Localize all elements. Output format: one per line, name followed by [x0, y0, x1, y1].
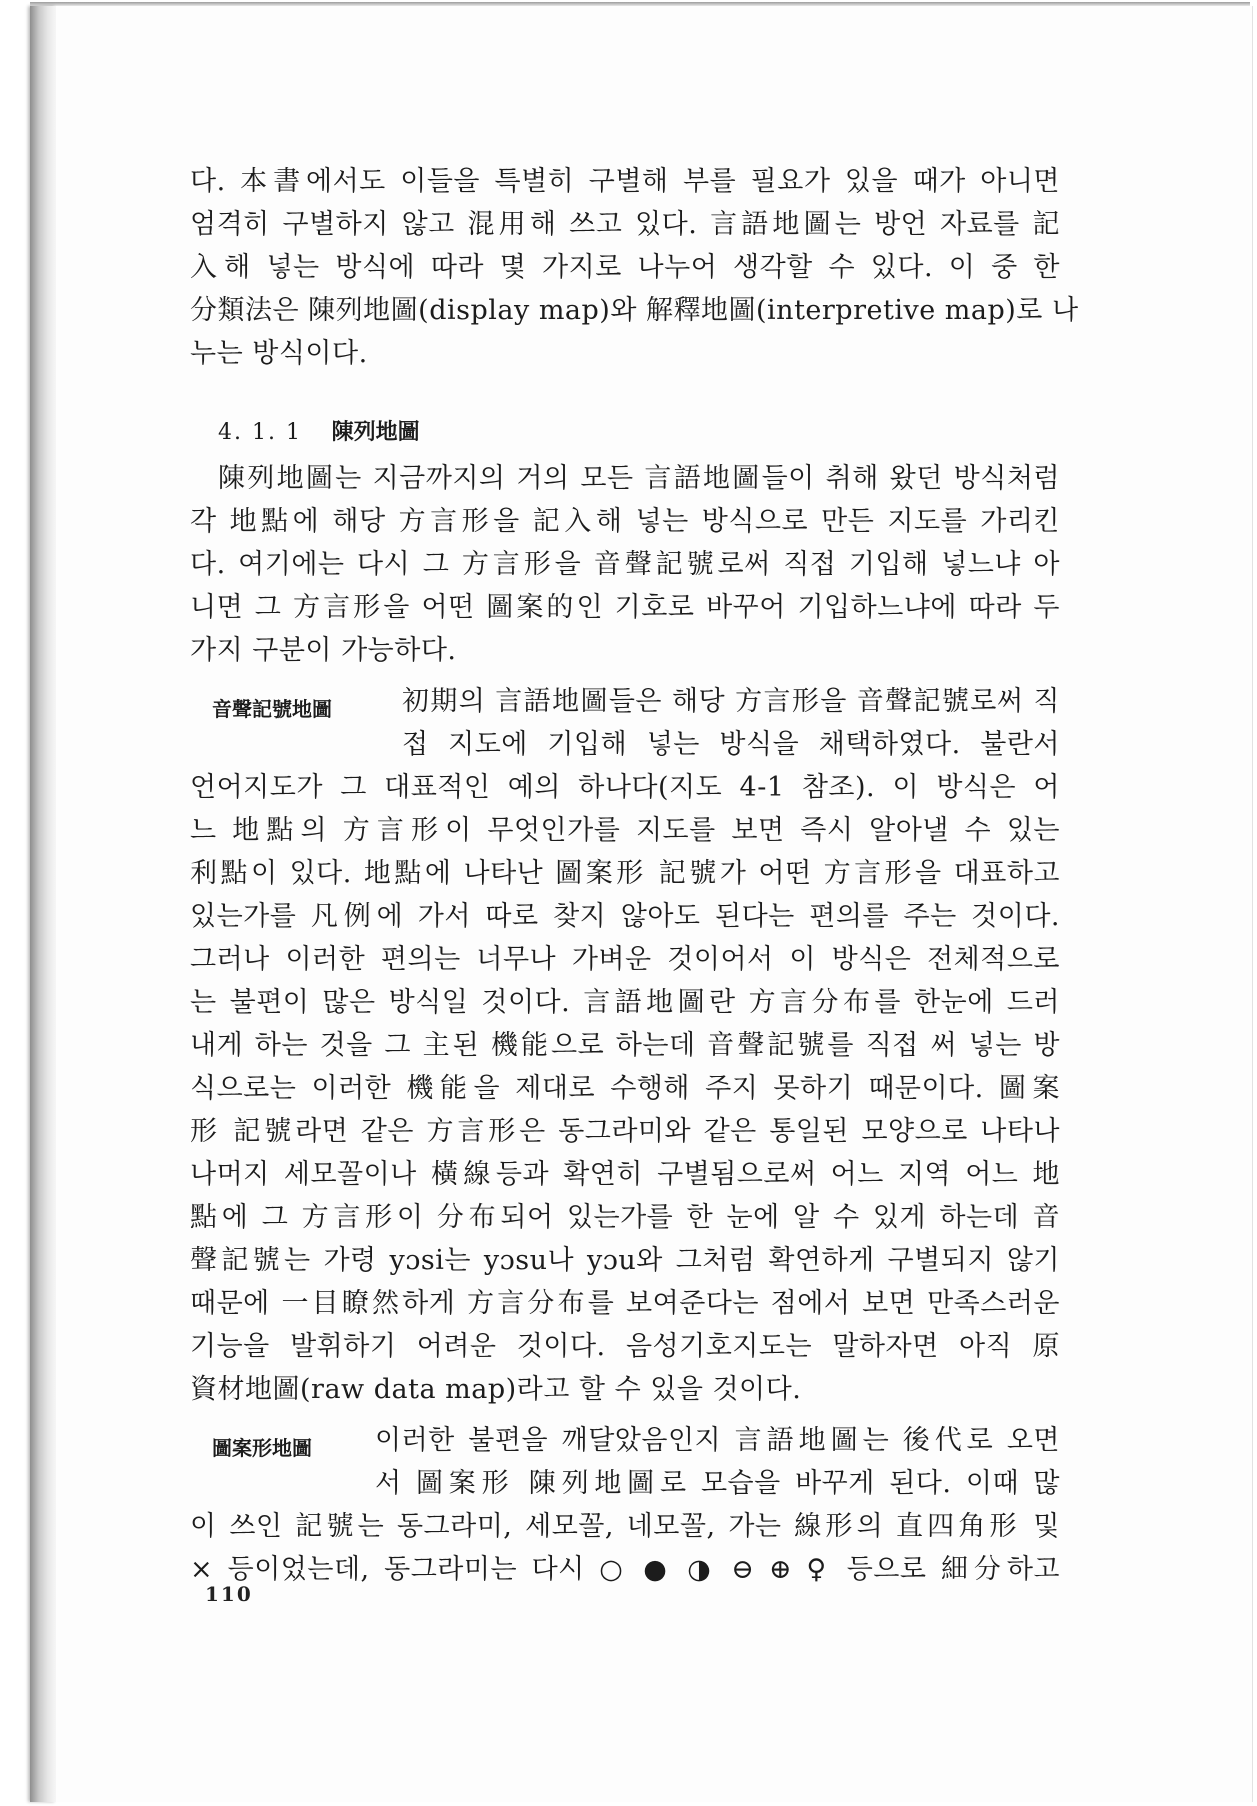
side-heading: 音聲記號地圖 [212, 697, 332, 721]
text-line: 니면 그 方言形을 어떤 圖案的인 기호로 바꾸어 기입하느냐에 따라 두 [190, 592, 1060, 623]
text-line: 이 쓰인 記號는 동그라미, 세모꼴, 네모꼴, 가는 線形의 直四角形 및 [190, 1511, 1060, 1542]
text-line: 이러한 불편을 깨달았음인지 言語地圖는 後代로 오면 [375, 1425, 1060, 1456]
text-line: 내게 하는 것을 그 主된 機能으로 하는데 音聲記號를 직접 써 넣는 방 [190, 1030, 1060, 1061]
text-line: 初期의 言語地圖들은 해당 方言形을 音聲記號로써 직 [402, 686, 1060, 717]
text-line: 利點이 있다. 地點에 나타난 圖案形 記號가 어떤 方言形을 대표하고 [190, 858, 1060, 889]
text-line: 나머지 세모꼴이나 橫線등과 확연히 구별됨으로써 어느 지역 어느 地 [190, 1159, 1060, 1190]
intro-paragraph [190, 160, 1079, 375]
section-gap [190, 375, 1060, 413]
text-line: 언어지도가 그 대표적인 예의 하나다(지도 4-1 참조). 이 방식은 어 [190, 772, 1060, 803]
text-line: 엄격히 구별하지 않고 混用해 쓰고 있다. 言語地圖는 방언 자료를 記 [190, 209, 1060, 240]
text-line: 形 記號라면 같은 方言形은 동그라미와 같은 통일된 모양으로 나타나 [190, 1116, 1060, 1147]
section-number: 4. 1. 1 [218, 420, 302, 445]
section-title: 陳列地圖 [331, 420, 420, 445]
subsection-pattern-map [190, 1419, 1060, 1591]
text-line: 는 불편이 많은 방식일 것이다. 言語地圖란 方言分布를 한눈에 드러 [190, 987, 1060, 1018]
section-heading [190, 413, 1060, 457]
book-spine-edge [30, 6, 56, 1802]
text-line: 각 地點에 해당 方言形을 記入해 넣는 방식으로 만든 지도를 가리킨 [190, 506, 1060, 537]
text-line: 식으로는 이러한 機能을 제대로 수행해 주지 못하기 때문이다. 圖案 [190, 1073, 1060, 1104]
text-line: 다. 여기에는 다시 그 方言形을 音聲記號로써 직접 기입해 넣느냐 아 [190, 549, 1060, 580]
text-line: 入해 넣는 방식에 따라 몇 가지로 나누어 생각할 수 있다. 이 중 한 [190, 252, 1060, 283]
text-line: 기능을 발휘하기 어려운 것이다. 음성기호지도는 말하자면 아직 原 [190, 1331, 1060, 1362]
text-line: 있는가를 凡例에 가서 따로 찾지 않아도 된다는 편의를 주는 것이다. [190, 901, 1060, 932]
side-heading: 圖案形地圖 [212, 1436, 312, 1460]
text-line: 聲記號는 가령 yɔsi는 yɔsu나 yɔu와 그처럼 확연하게 구별되지 않기 [190, 1245, 1060, 1276]
text-line: 서 圖案形 陳列地圖로 모습을 바꾸게 된다. 이때 많 [375, 1468, 1060, 1499]
page-number: 110 [205, 1582, 253, 1606]
text-line: 때문에 一目瞭然하게 方言分布를 보여준다는 점에서 보면 만족스러운 [190, 1288, 1060, 1319]
text-line: 누는 방식이다. [190, 338, 368, 369]
text-line: 다. 本書에서도 이들을 특별히 구별해 부를 필요가 있을 때가 아니면 [190, 166, 1060, 197]
text-line: 그러나 이러한 편의는 너무나 가벼운 것이어서 이 방식은 전체적으로 [190, 944, 1060, 975]
text-line: 접 지도에 기입해 넣는 방식을 채택하였다. 불란서 [402, 729, 1060, 760]
text-line: 느 地點의 方言形이 무엇인가를 지도를 보면 즉시 알아낼 수 있는 [190, 815, 1060, 846]
subsection-phonetic-map [190, 680, 1060, 1411]
text-line: × 등이었는데, 동그라미는 다시 ○ ● ◑ ⊖ ⊕ ♀ 등으로 細分하고 [190, 1554, 1060, 1585]
text-line: 分類法은 陳列地圖(display map)와 解釋地圖(interpretive map)로 나 [190, 295, 1079, 326]
page-text [190, 160, 1079, 1591]
text-line: 點에 그 方言形이 分布되어 있는가를 한 눈에 알 수 있게 하는데 音 [190, 1202, 1060, 1233]
text-line: 가지 구분이 가능하다. [190, 635, 457, 666]
text-line: 資材地圖(raw data map)라고 할 수 있을 것이다. [190, 1374, 802, 1405]
section-paragraph [190, 457, 1060, 672]
text-line: 陳列地圖는 지금까지의 거의 모든 言語地圖들이 취해 왔던 방식처럼 [218, 463, 1060, 494]
